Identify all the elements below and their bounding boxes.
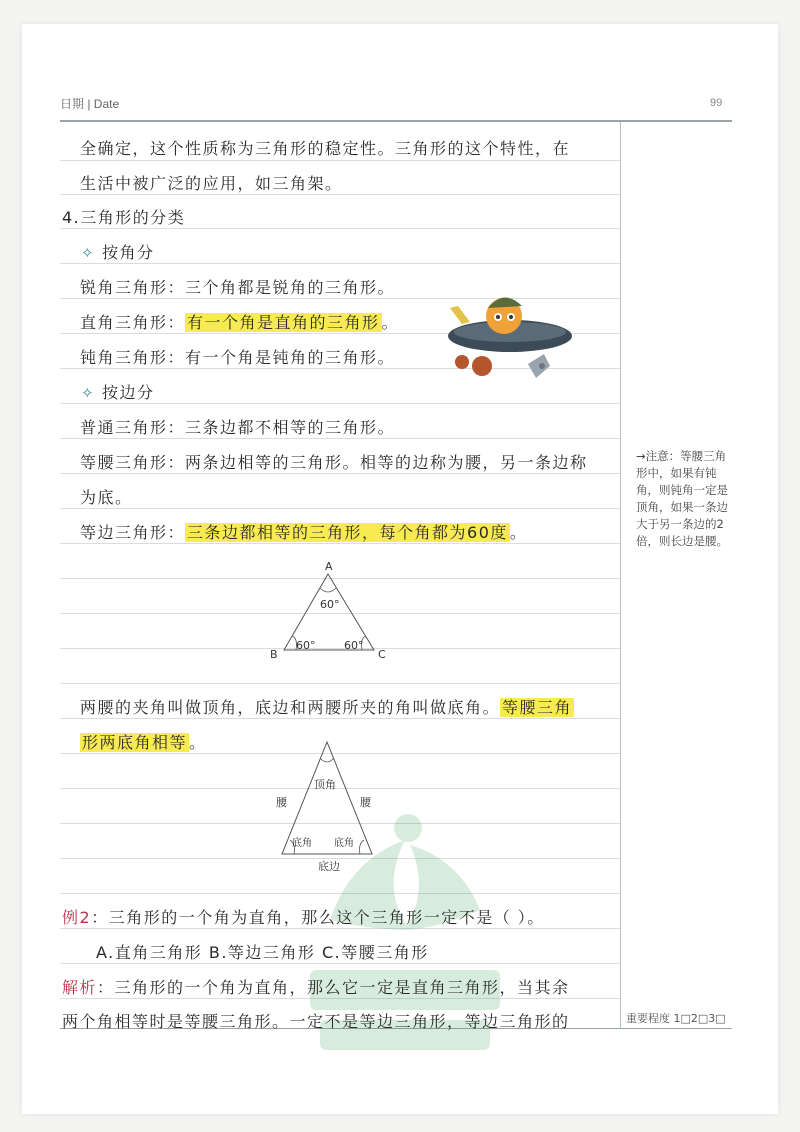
date-label: 日期 | Date [60, 97, 120, 111]
base-label: 底边 [318, 860, 340, 873]
vertex-label-a: A [325, 560, 333, 573]
punct: 。 [509, 523, 528, 542]
angle-label: 60° [320, 598, 340, 611]
analysis-line-cont: 两个角相等时是等腰三角形。一定不是等边三角形，等边三角形的 [62, 1012, 570, 1031]
header-rule [60, 120, 732, 122]
isosceles-triangle-def-cont: 为底。 [80, 488, 133, 507]
cartoon-plane-illustration [432, 284, 582, 390]
isosceles-triangle-def: 等腰三角形：两条边相等的三角形。相等的边称为腰，另一条边称 [80, 453, 588, 472]
margin-rule [620, 122, 621, 1028]
leg-label: 腰 [360, 796, 371, 809]
margin-note: →注意：等腰三角形中，如果有钝角，则钝角一定是顶角，如果一条边大于另一条边的2倍，则长边是腰。 [636, 449, 728, 548]
star-icon: ✧ [80, 384, 96, 402]
analysis-line [62, 975, 570, 998]
ruled-line [60, 718, 620, 719]
subheading-label: 按边分 [102, 383, 155, 402]
highlight: 形两底角相等 [82, 733, 188, 752]
analysis-text: ：三角形的一个角为直角，那么它一定是直角三角形，当其余 [97, 978, 570, 997]
term: 等边三角形： [80, 523, 186, 542]
ruled-line [60, 194, 620, 195]
isosceles-triangle-figure [272, 736, 392, 874]
angle-label: 60° [296, 639, 316, 652]
punct: 。 [189, 733, 207, 752]
text-line: 生活中被广泛的应用，如三角架。 [80, 174, 343, 193]
ruled-line [60, 160, 620, 161]
equilateral-triangle-figure [262, 558, 392, 662]
subheading-by-side [80, 380, 155, 403]
base-angle-label: 底角 [334, 838, 354, 849]
ruled-line [60, 403, 620, 404]
subheading-label: 按角分 [102, 243, 155, 262]
page-number: 99 [710, 97, 723, 109]
example-options: A.直角三角形 B.等边三角形 C.等腰三角形 [96, 943, 429, 962]
ruled-line [60, 228, 620, 229]
term: 直角三角形： [80, 313, 186, 332]
acute-triangle-def: 锐角三角形：三个角都是锐角的三角形。 [80, 278, 396, 297]
leg-label: 腰 [276, 796, 287, 809]
right-triangle-def [80, 310, 399, 333]
analysis-label: 解析 [62, 978, 98, 997]
equilateral-triangle-def [80, 520, 527, 543]
ruled-line [60, 473, 620, 474]
ruled-line [60, 683, 620, 684]
example-question [62, 905, 545, 928]
angle-label: 60° [344, 639, 364, 652]
apex-definition-cont [80, 730, 207, 753]
ruled-line [60, 508, 620, 509]
vertex-label-c: C [378, 648, 386, 661]
ruled-line [60, 263, 620, 264]
base-angle-label: 底角 [292, 838, 312, 849]
text-line: 全确定，这个性质称为三角形的稳定性。三角形的这个特性，在 [80, 139, 571, 158]
apex-definition [80, 695, 574, 718]
highlight: 有一个角是直角的三角形 [187, 313, 380, 332]
obtuse-triangle-def: 钝角三角形：有一个角是钝角的三角形。 [80, 348, 396, 367]
subheading-by-angle [80, 240, 155, 263]
text: 两腰的夹角叫做顶角，底边和两腰所夹的角叫做底角。 [80, 698, 501, 717]
section-title: 4.三角形的分类 [62, 208, 186, 227]
highlight: 三条边都相等的三角形，每个角都为60度 [187, 523, 508, 542]
ruled-line [60, 438, 620, 439]
vertex-label-b: B [270, 648, 278, 661]
apex-angle-label: 顶角 [314, 778, 336, 791]
example-label: 例2 [62, 908, 92, 927]
ruled-line [60, 543, 620, 544]
star-icon: ✧ [80, 244, 96, 262]
importance-rating: 重要程度 1□2□3□ [626, 1012, 726, 1025]
scalene-triangle-def: 普通三角形：三条边都不相等的三角形。 [80, 418, 396, 437]
question-text: ：三角形的一个角为直角，那么这个三角形一定不是（ ）。 [91, 908, 545, 927]
highlight: 等腰三角 [502, 698, 573, 717]
punct: 。 [381, 313, 400, 332]
